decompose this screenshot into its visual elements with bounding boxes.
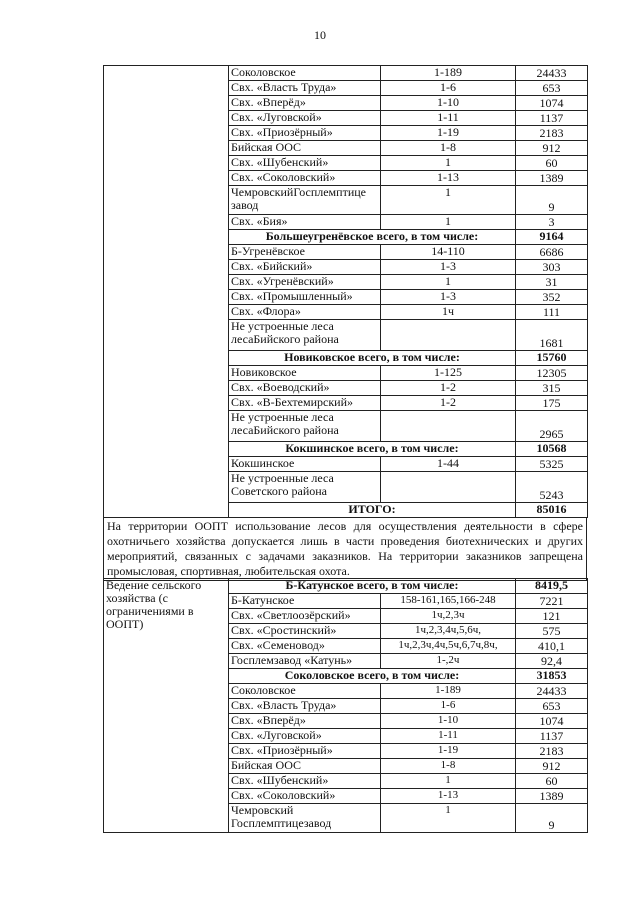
quarters-cell (381, 472, 516, 503)
quarters-cell: 1 (381, 156, 516, 171)
quarters-cell: 1 (381, 186, 516, 215)
area-cell: 912 (516, 759, 588, 774)
forestry-name-cell: Свх. «Приозёрный» (229, 126, 381, 141)
area-cell: 9 (516, 804, 588, 833)
activity-cell-empty (104, 66, 229, 518)
area-cell: 653 (516, 699, 588, 714)
forestry-name-cell: Свх. «Семеновод» (229, 639, 381, 654)
quarters-cell: 1ч,2,3,4ч,5,6ч, (381, 624, 516, 639)
forestry-name-cell: Свх. «Светлоозёрский» (229, 609, 381, 624)
forestry-name-cell: Свх. «Воеводский» (229, 381, 381, 396)
area-cell: 24433 (516, 684, 588, 699)
group-title: Кокшинское всего, в том числе: (229, 442, 516, 457)
quarters-cell: 14-110 (381, 245, 516, 260)
forestry-name-cell: Свх. «Луговской» (229, 111, 381, 126)
area-cell: 1137 (516, 729, 588, 744)
forestry-name-cell: Свх. «Вперёд» (229, 714, 381, 729)
area-cell: 1389 (516, 171, 588, 186)
forestry-name-cell: Не устроенные леса Советского района (229, 472, 381, 503)
quarters-cell: 1-8 (381, 759, 516, 774)
forestry-name-cell: Свх. «Бийский» (229, 260, 381, 275)
quarters-cell: 1 (381, 804, 516, 833)
area-cell: 2965 (516, 411, 588, 442)
quarters-cell: 1-189 (381, 66, 516, 81)
area-cell: 1074 (516, 96, 588, 111)
itogo-total: 85016 (516, 503, 588, 518)
quarters-cell: 1-13 (381, 789, 516, 804)
area-cell: 6686 (516, 245, 588, 260)
forest-table-2 (103, 578, 588, 833)
group-total: 31853 (516, 669, 588, 684)
area-cell: 7221 (516, 594, 588, 609)
forestry-name-cell: Соколовское (229, 66, 381, 81)
area-cell: 3 (516, 215, 588, 230)
area-cell: 31 (516, 275, 588, 290)
area-cell: 2183 (516, 126, 588, 141)
quarters-cell: 1ч,2,3ч (381, 609, 516, 624)
forestry-name-cell: Б-Угренёвское (229, 245, 381, 260)
area-cell: 92,4 (516, 654, 588, 669)
quarters-cell: 1 (381, 275, 516, 290)
forestry-name-cell: Новиковское (229, 366, 381, 381)
forestry-name-cell: Чемровский Госплемптицезавод (229, 804, 381, 833)
quarters-cell: 158-161,165,166-248 (381, 594, 516, 609)
forestry-name-cell: Бийская ООС (229, 141, 381, 156)
area-cell: 60 (516, 156, 588, 171)
area-cell: 303 (516, 260, 588, 275)
quarters-cell: 1 (381, 774, 516, 789)
forestry-name-cell: Кокшинское (229, 457, 381, 472)
forestry-name-cell: Госплемзавод «Катунь» (229, 654, 381, 669)
area-cell: 5325 (516, 457, 588, 472)
forestry-name-cell: Свх. «Вперёд» (229, 96, 381, 111)
area-cell: 1681 (516, 320, 588, 351)
forestry-name-cell: Не устроенные леса лесаБийского района (229, 411, 381, 442)
area-cell: 1389 (516, 789, 588, 804)
group-total: 15760 (516, 351, 588, 366)
activity-cell: Ведение сельского хозяйства (с ограничениями в ООПТ) (104, 579, 229, 833)
forestry-name-cell: Свх. «Власть Труда» (229, 81, 381, 96)
area-cell: 352 (516, 290, 588, 305)
quarters-cell: 1-13 (381, 171, 516, 186)
quarters-cell: 1ч,2,3ч,4ч,5ч,6,7ч,8ч, (381, 639, 516, 654)
area-cell: 12305 (516, 366, 588, 381)
quarters-cell (381, 411, 516, 442)
forestry-name-cell: ЧемровскийГосплемптице завод (229, 186, 381, 215)
quarters-cell: 1-,2ч (381, 654, 516, 669)
forestry-name-cell: Свх. «Шубенский» (229, 156, 381, 171)
forestry-name-cell: Свх. «Бия» (229, 215, 381, 230)
area-cell: 912 (516, 141, 588, 156)
quarters-cell: 1ч (381, 305, 516, 320)
quarters-cell: 1-11 (381, 729, 516, 744)
area-cell: 315 (516, 381, 588, 396)
quarters-cell: 1-125 (381, 366, 516, 381)
area-cell: 175 (516, 396, 588, 411)
forestry-name-cell: Свх. «В-Бехтемирский» (229, 396, 381, 411)
area-cell: 1074 (516, 714, 588, 729)
forestry-name-cell: Б-Катунское (229, 594, 381, 609)
area-cell: 9 (516, 186, 588, 215)
area-cell: 575 (516, 624, 588, 639)
group-title: Соколовское всего, в том числе: (229, 669, 516, 684)
quarters-cell: 1-6 (381, 699, 516, 714)
area-cell: 410,1 (516, 639, 588, 654)
quarters-cell: 1-10 (381, 96, 516, 111)
group-title: Новиковское всего, в том числе: (229, 351, 516, 366)
area-cell: 24433 (516, 66, 588, 81)
area-cell: 653 (516, 81, 588, 96)
forestry-name-cell: Соколовское (229, 684, 381, 699)
quarters-cell: 1-6 (381, 81, 516, 96)
area-cell: 2183 (516, 744, 588, 759)
quarters-cell: 1-11 (381, 111, 516, 126)
quarters-cell: 1-2 (381, 396, 516, 411)
forestry-name-cell: Свх. «Угренёвский» (229, 275, 381, 290)
area-cell: 111 (516, 305, 588, 320)
group-title: Большеугренёвское всего, в том числе: (229, 230, 516, 245)
group-total: 8419,5 (516, 579, 588, 594)
area-cell: 5243 (516, 472, 588, 503)
forestry-name-cell: Свх. «Приозёрный» (229, 744, 381, 759)
forestry-name-cell: Свх. «Власть Труда» (229, 699, 381, 714)
forest-table-1 (103, 65, 588, 518)
quarters-cell (381, 320, 516, 351)
forestry-name-cell: Свх. «Соколовский» (229, 789, 381, 804)
quarters-cell: 1-44 (381, 457, 516, 472)
quarters-cell: 1-19 (381, 126, 516, 141)
group-total: 9164 (516, 230, 588, 245)
quarters-cell: 1-8 (381, 141, 516, 156)
forestry-name-cell: Свх. «Соколовский» (229, 171, 381, 186)
quarters-cell: 1 (381, 215, 516, 230)
forestry-name-cell: Не устроенные леса лесаБийского района (229, 320, 381, 351)
hunting-note: На территории ООПТ использование лесов для осуществления деятельности в сфере охотничьего хозяйства допускается лишь в части проведения биотехнических и других мероприятий, связанных с задачами заказников. На территории заказников запрещена промысловая, спортивная, любительская охота. (103, 518, 587, 581)
area-cell: 1137 (516, 111, 588, 126)
quarters-cell: 1-2 (381, 381, 516, 396)
group-total: 10568 (516, 442, 588, 457)
forestry-name-cell: Свх. «Луговской» (229, 729, 381, 744)
quarters-cell: 1-10 (381, 714, 516, 729)
forestry-name-cell: Бийская ООС (229, 759, 381, 774)
page-number: 10 (314, 28, 326, 42)
group-title: Б-Катунское всего, в том числе: (229, 579, 516, 594)
itogo-label: ИТОГО: (229, 503, 516, 518)
quarters-cell: 1-189 (381, 684, 516, 699)
area-cell: 121 (516, 609, 588, 624)
quarters-cell: 1-19 (381, 744, 516, 759)
table-row (104, 66, 588, 81)
quarters-cell: 1-3 (381, 260, 516, 275)
forestry-name-cell: Свх. «Флора» (229, 305, 381, 320)
forestry-name-cell: Свх. «Промышленный» (229, 290, 381, 305)
quarters-cell: 1-3 (381, 290, 516, 305)
forestry-name-cell: Свх. «Шубенский» (229, 774, 381, 789)
area-cell: 60 (516, 774, 588, 789)
group-total-row (104, 579, 588, 594)
forestry-name-cell: Свх. «Сростинский» (229, 624, 381, 639)
